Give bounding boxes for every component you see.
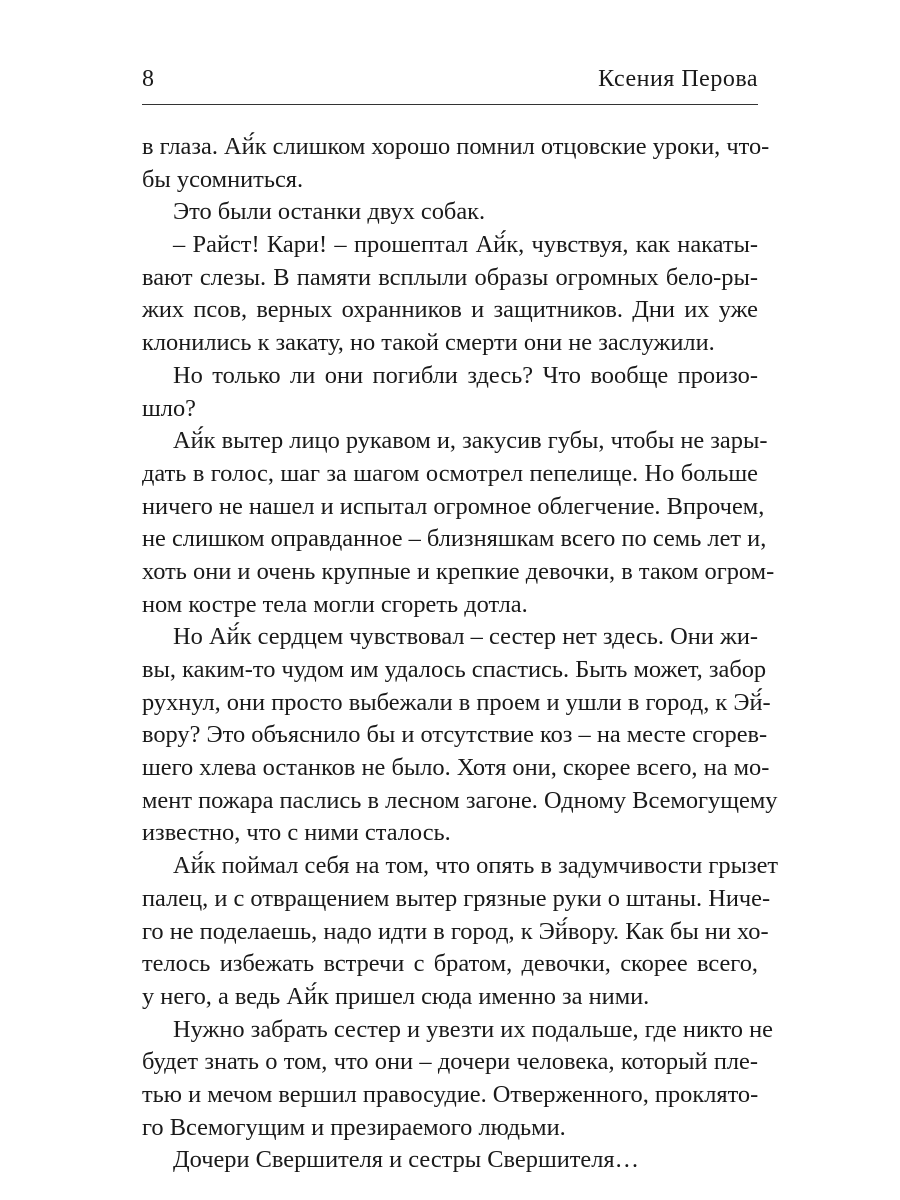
text-line: ничего не нашел и испытал огромное облегчение. Впрочем, — [142, 492, 765, 520]
text-line: бы усомниться. — [142, 165, 304, 193]
text-line: Но только ли они погибли здесь? Что вообще произо- — [173, 361, 758, 389]
text-line: хоть они и очень крупные и крепкие девочки, в таком огром- — [142, 557, 775, 585]
text-line: рухнул, они просто выбежали в проем и ушли в город, к Эй́- — [142, 688, 771, 716]
body-text — [142, 131, 779, 1177]
page-header — [142, 62, 758, 102]
paragraph — [142, 1144, 758, 1177]
text-line: у него, а ведь Ай́к пришел сюда именно за ними. — [142, 982, 650, 1010]
text-line: клонились к закату, но такой смерти они не заслужили. — [142, 329, 715, 357]
text-line: дать в голос, шаг за шагом осмотрел пепелище. Но больше — [142, 459, 758, 487]
page-number: 8 — [142, 66, 155, 92]
text-line: ном костре тела могли сгореть дотла. — [142, 590, 528, 618]
text-line: Нужно забрать сестер и увезти их подальше, где никто не — [173, 1015, 773, 1043]
text-line: жих псов, верных охранников и защитников. Дни их уже — [142, 296, 758, 324]
paragraph — [142, 621, 778, 850]
text-line: Дочери Свершителя и сестры Свершителя… — [173, 1146, 640, 1174]
text-line: Это были останки двух собак. — [173, 198, 486, 226]
paragraph — [142, 229, 758, 360]
paragraph — [142, 425, 775, 621]
paragraph — [142, 1014, 773, 1145]
running-head-author: Ксения Перова — [598, 66, 758, 92]
paragraph — [142, 196, 758, 229]
text-line: го Всемогущим и презираемого людьми. — [142, 1113, 566, 1141]
text-line: – Райст! Кари! – прошептал Ай́к, чувствуя, как накаты- — [173, 231, 758, 259]
text-line: тью и мечом вершил правосудие. Отверженного, проклято- — [142, 1080, 759, 1108]
text-line: будет знать о том, что они – дочери человека, который пле- — [142, 1048, 758, 1076]
text-line: вы, каким-то чудом им удалось спастись. Быть может, забор — [142, 656, 767, 683]
text-line: в глаза. Ай́к слишком хорошо помнил отцовские уроки, что- — [142, 133, 770, 160]
paragraph — [142, 131, 770, 196]
header-rule — [142, 104, 758, 105]
text-line: Ай́к вытер лицо рукавом и, закусив губы, чтобы не зары- — [173, 427, 768, 455]
text-line: шего хлева останков не было. Хотя они, скорее всего, на мо- — [142, 754, 770, 782]
text-line: палец, и с отвращением вытер грязные руки о штаны. Ниче- — [142, 884, 771, 912]
text-line: вору? Это объяснило бы и отсутствие коз – на месте сгорев- — [142, 721, 768, 749]
paragraph — [142, 360, 758, 425]
text-line: мент пожара паслись в лесном загоне. Одному Всемогущему — [142, 786, 778, 814]
text-line: телось избежать встречи с братом, девочки, скорее всего, — [142, 950, 758, 978]
text-line: известно, что с ними сталось. — [142, 819, 451, 847]
paragraph — [142, 850, 779, 1013]
text-line: не слишком оправданное – близняшкам всего по семь лет и, — [142, 525, 767, 553]
text-line: Ай́к поймал себя на том, что опять в задумчивости грызет — [173, 852, 779, 880]
text-line: го не поделаешь, надо идти в город, к Эй́вору. Как бы ни хо- — [142, 917, 769, 945]
text-line: вают слезы. В памяти всплыли образы огромных бело-ры- — [142, 263, 758, 291]
text-line: шло? — [142, 394, 196, 422]
text-line: Но Ай́к сердцем чувствовал – сестер нет здесь. Они жи- — [173, 623, 758, 651]
